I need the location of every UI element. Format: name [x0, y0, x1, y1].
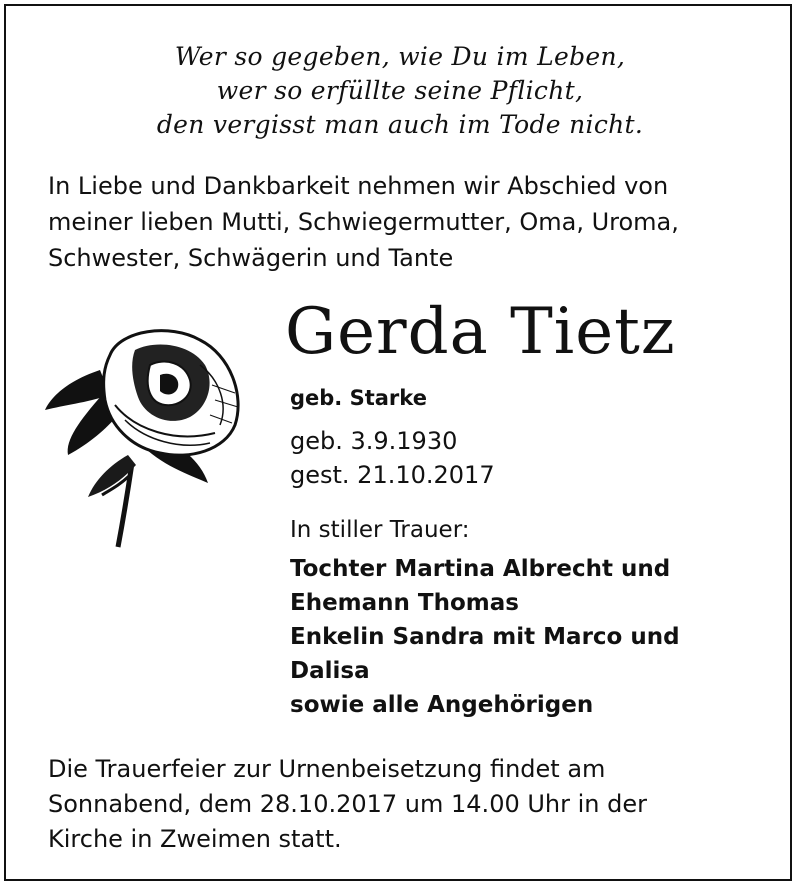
death-date: gest. 21.10.2017: [290, 461, 495, 489]
verse-line: Wer so gegeben, wie Du im Leben,: [174, 42, 626, 71]
intro-line: In Liebe und Dankbarkeit nehmen wir Abschied von: [48, 172, 669, 200]
life-dates: [290, 424, 495, 492]
mourner-line: sowie alle Angehörigen: [290, 692, 594, 718]
verse-line: den vergisst man auch im Tode nicht.: [156, 110, 644, 139]
farewell-intro: [48, 168, 768, 276]
mourner-line: Tochter Martina Albrecht und: [290, 556, 671, 582]
rose-illustration: [40, 325, 250, 550]
verse-line: wer so erfüllte seine Pflicht,: [216, 76, 584, 105]
mourner-line: Ehemann Thomas: [290, 590, 519, 616]
birth-date: geb. 3.9.1930: [290, 427, 458, 455]
maiden-name: geb. Starke: [290, 386, 427, 410]
mourning-label: In stiller Trauer:: [290, 517, 470, 543]
deceased-name: Gerda Tietz: [285, 295, 676, 369]
service-line: Sonnabend, dem 28.10.2017 um 14.00 Uhr in der: [48, 790, 648, 818]
mourner-line: Enkelin Sandra mit Marco und: [290, 624, 680, 650]
service-info: [48, 752, 768, 857]
mourners-list: [290, 552, 680, 722]
memorial-verse: [0, 40, 800, 142]
mourner-line: Dalisa: [290, 658, 370, 684]
intro-line: meiner lieben Mutti, Schwiegermutter, Oma, Uroma,: [48, 208, 679, 236]
service-line: Die Trauerfeier zur Urnenbeisetzung findet am: [48, 755, 606, 783]
service-line: Kirche in Zweimen statt.: [48, 825, 342, 853]
intro-line: Schwester, Schwägerin und Tante: [48, 244, 454, 272]
